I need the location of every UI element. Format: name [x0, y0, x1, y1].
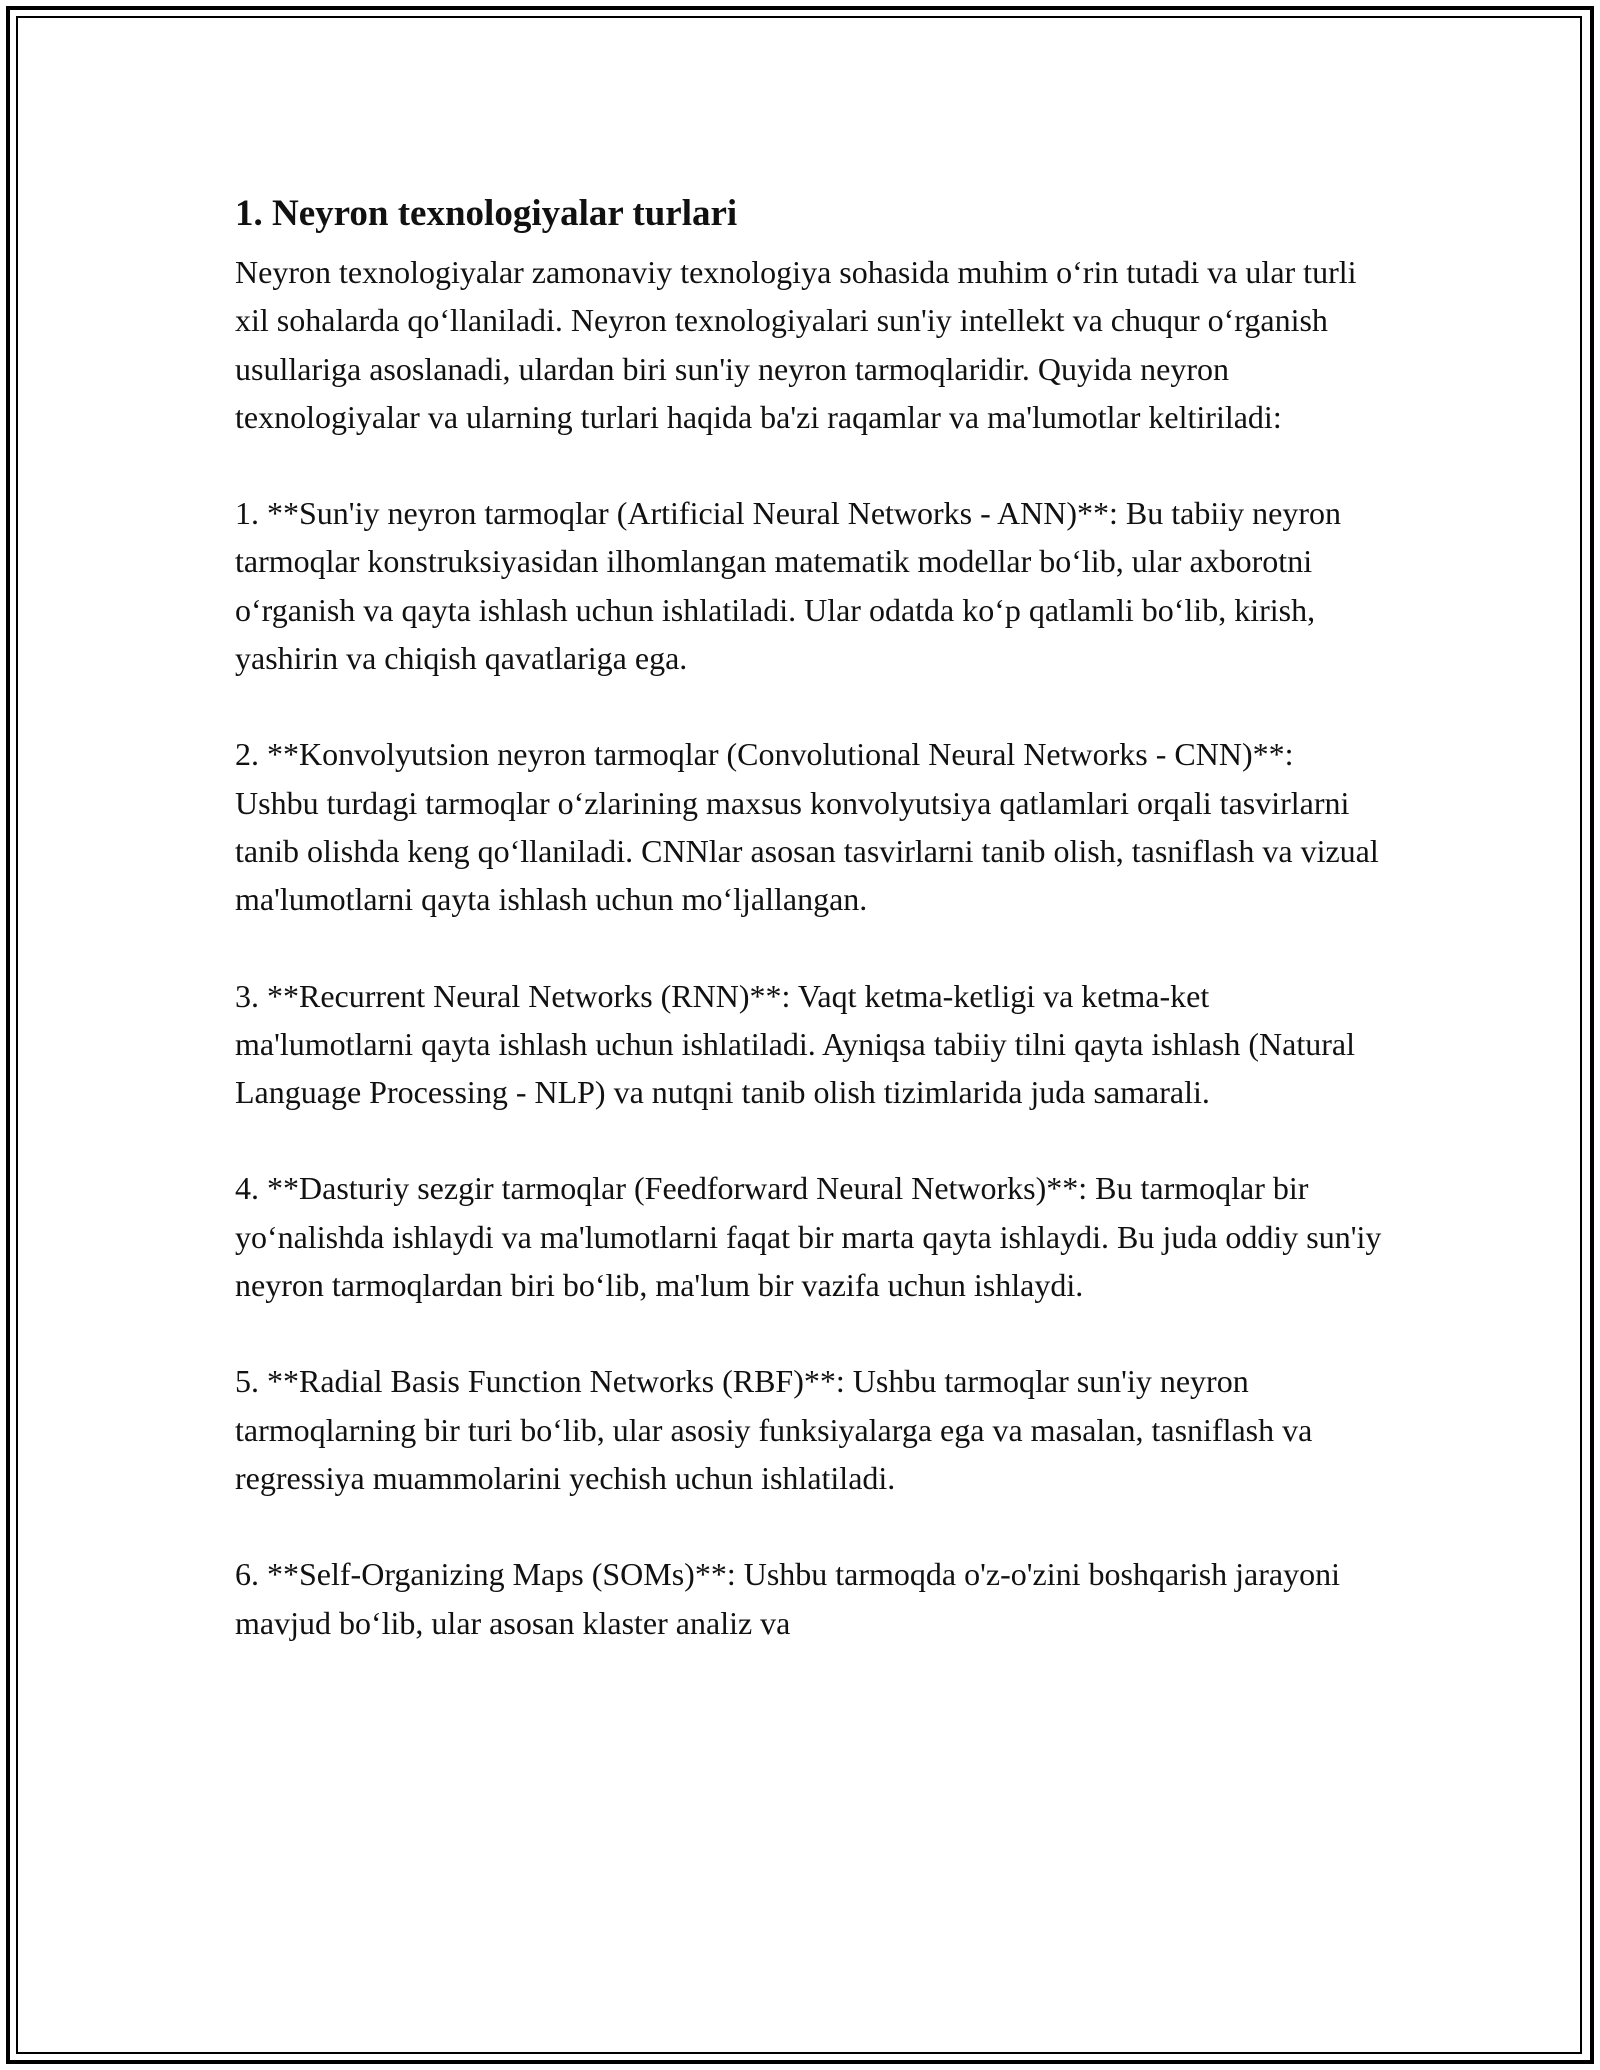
list-item-rnn: 3. **Recurrent Neural Networks (RNN)**: Vaqt ketma-ketligi va ketma-ket ma'lumotlarni qayta ishlash uchun ishlatiladi. Ayniqsa tabiiy tilni qayta ishlash (Natural Language Processing - NLP) va nutqni tanib olish tizimlarida juda samarali.	[235, 977, 1355, 1111]
list-item-cnn: 2. **Konvolyutsion neyron tarmoqlar (Convolutional Neural Networks - CNN)**: Ushbu turdagi tarmoqlar o‘zlarining maxsus konvolyutsiya qatlamlari orqali tasvirlarni tanib olishda keng qo‘llaniladi. CNNlar asosan tasvirlarni tanib olish, tasniflash va vizual ma'lumotlarni qayta ishlash uchun mo‘ljallangan.	[235, 736, 1379, 918]
list-item-ann: 1. **Sun'iy neyron tarmoqlar (Artificial Neural Networks - ANN)**: Bu tabiiy neyron tarmoqlar konstruksiyasidan ilhomlangan matematik modellar bo‘lib, ular axborotni o‘rganish va qayta ishlash uchun ishlatiladi. Ular odatda ko‘p qatlamli bo‘lib, kirish, yashirin va chiqish qavatlariga ega.	[235, 495, 1341, 677]
list-item-feedforward: 4. **Dasturiy sezgir tarmoqlar (Feedforward Neural Networks)**: Bu tarmoqlar bir yo‘nalishda ishlaydi va ma'lumotlarni faqat bir marta qayta ishlaydi. Bu juda oddiy sun'iy neyron tarmoqlardan biri bo‘lib, ma'lum bir vazifa uchun ishlaydi.	[235, 1170, 1382, 1304]
document-body	[235, 186, 1385, 1647]
list-item-rbf: 5. **Radial Basis Function Networks (RBF)**: Ushbu tarmoqlar sun'iy neyron tarmoqlarning bir turi bo‘lib, ular asosiy funksiyalarga ega va masalan, tasniflash va regressiya muammolarini yechish uchun ishlatiladi.	[235, 1363, 1313, 1496]
section-heading: 1. Neyron texnologiyalar turlari	[235, 193, 738, 234]
intro-paragraph: Neyron texnologiyalar zamonaviy texnologiya sohasida muhim o‘rin tutadi va ular turli xil sohalarda qo‘llaniladi. Neyron texnologiyalari sun'iy intellekt va chuqur o‘rganish usullariga asoslanadi, ulardan biri sun'iy neyron tarmoqlaridir. Quyida neyron texnologiyalar va ularning turlari haqida ba'zi raqamlar va ma'lumotlar keltiriladi:	[235, 254, 1357, 435]
list-item-som: 6. **Self-Organizing Maps (SOMs)**: Ushbu tarmoqda o'z-o'zini boshqarish jarayoni mavjud bo‘lib, ular asosan klaster analiz va	[235, 1556, 1340, 1641]
